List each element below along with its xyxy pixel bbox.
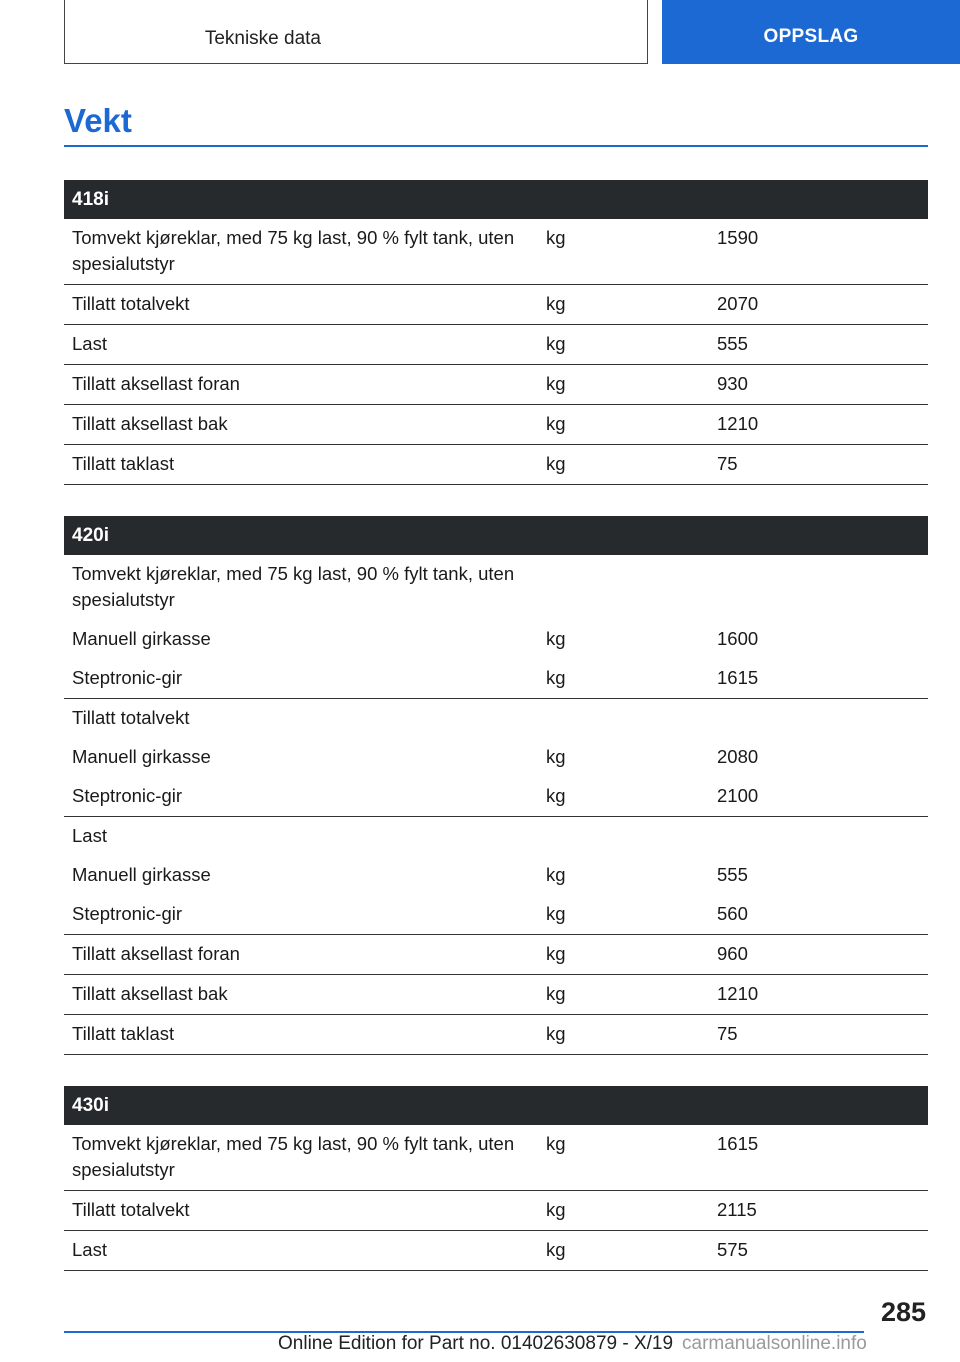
row-unit: kg [546,943,566,964]
table-row [64,405,928,445]
row-value: 2115 [717,1199,757,1220]
tab-oppslag[interactable]: OPPSLAG [662,0,960,64]
row-unit: kg [546,413,566,434]
table-row [64,895,928,935]
weight-tables [64,180,928,1302]
row-value: 1600 [717,628,759,649]
table-row [64,555,928,620]
spec-table [64,1086,928,1271]
row-unit: kg [546,903,566,924]
table-row [64,365,928,405]
row-unit: kg [546,1199,566,1220]
table-row [64,935,928,975]
row-value: 2100 [717,785,759,806]
row-value: 75 [717,1023,738,1044]
row-unit [546,705,717,731]
table-row [64,1191,928,1231]
page-title: Vekt [64,102,132,139]
header-frame [64,0,648,64]
row-unit: kg [546,785,566,806]
row-unit: kg [546,1133,566,1154]
table-header: 418i [64,180,928,219]
table-row [64,659,928,699]
row-label: Tillatt totalvekt [72,1199,190,1220]
row-value [717,705,928,731]
row-value: 1590 [717,227,759,248]
row-value [717,823,928,849]
row-label: Tillatt aksellast foran [72,943,240,964]
row-value: 575 [717,1239,748,1260]
row-value: 1210 [717,983,759,1004]
table-row [64,777,928,817]
row-label: Steptronic-gir [72,667,183,688]
row-label: Last [72,1239,107,1260]
table-row [64,699,928,738]
table-row [64,1015,928,1055]
row-label: Tillatt taklast [72,453,175,474]
row-value: 2070 [717,293,759,314]
row-unit: kg [546,333,566,354]
row-value: 555 [717,333,748,354]
row-unit: kg [546,1239,566,1260]
row-value: 960 [717,943,748,964]
row-unit: kg [546,293,566,314]
row-unit [546,561,717,613]
row-value: 555 [717,864,748,885]
table-row [64,325,928,365]
row-unit: kg [546,983,566,1004]
row-unit: kg [546,227,566,248]
table-row [64,817,928,856]
row-value: 930 [717,373,748,394]
row-value: 75 [717,453,738,474]
row-label: Manuell girkasse [72,628,211,649]
row-value: 1210 [717,413,759,434]
table-row [64,219,928,285]
row-label: Tomvekt kjøreklar, med 75 kg last, 90 % fylt tank, uten spesialutstyr [72,563,515,610]
row-label: Manuell girkasse [72,746,211,767]
row-label: Tomvekt kjøreklar, med 75 kg last, 90 % fylt tank, uten spesialutstyr [72,1133,515,1180]
page-number: 285 [880,1297,926,1327]
row-value: 2080 [717,746,759,767]
table-row [64,620,928,659]
table-row [64,856,928,895]
row-label: Last [72,333,107,354]
row-value: 1615 [717,667,759,688]
row-unit [546,823,717,849]
title-divider [64,145,928,147]
row-label: Tillatt aksellast bak [72,983,228,1004]
row-label: Steptronic-gir [72,903,183,924]
row-label: Last [72,825,107,846]
table-row [64,285,928,325]
table-header: 430i [64,1086,928,1125]
table-row [64,975,928,1015]
row-unit: kg [546,864,566,885]
row-value: 560 [717,903,748,924]
row-value: 1615 [717,1133,759,1154]
spec-table [64,516,928,1055]
row-value [717,561,928,613]
row-unit: kg [546,628,566,649]
table-header: 420i [64,516,928,555]
row-unit: kg [546,667,566,688]
row-label: Tillatt taklast [72,1023,175,1044]
table-row [64,1125,928,1191]
row-label: Tillatt totalvekt [72,293,190,314]
row-label: Tillatt totalvekt [72,707,190,728]
row-unit: kg [546,453,566,474]
watermark: carmanualsonline.info [682,1333,867,1354]
table-row [64,738,928,777]
section-title: Tekniske data [204,28,321,49]
row-unit: kg [546,746,566,767]
row-label: Tillatt aksellast foran [72,373,240,394]
row-label: Tomvekt kjøreklar, med 75 kg last, 90 % fylt tank, uten spesialutstyr [72,227,515,274]
row-unit: kg [546,373,566,394]
edition-note: Online Edition for Part no. 01402630879 - X/19 [278,1333,674,1354]
table-row [64,1231,928,1271]
row-label: Manuell girkasse [72,864,211,885]
row-label: Tillatt aksellast bak [72,413,228,434]
spec-table [64,180,928,485]
row-unit: kg [546,1023,566,1044]
table-row [64,445,928,485]
row-label: Steptronic-gir [72,785,183,806]
